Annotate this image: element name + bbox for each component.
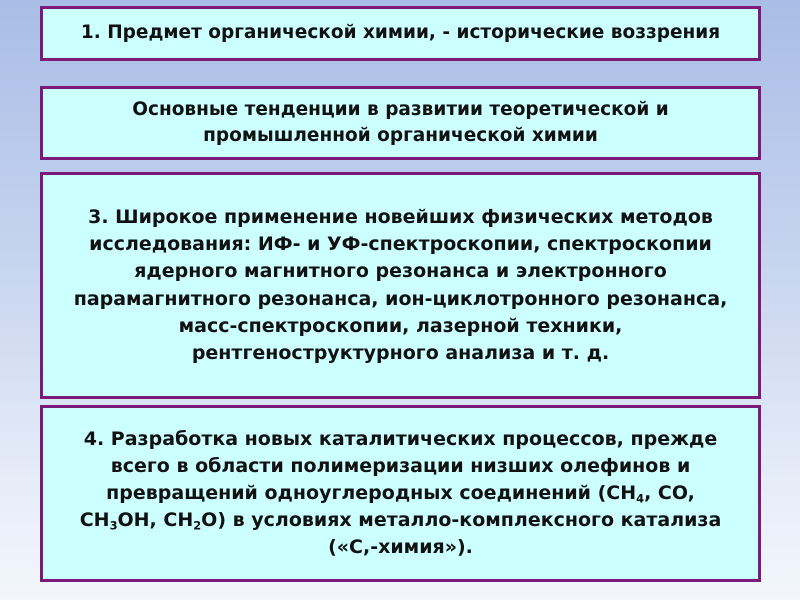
item-4-line-3: превращений одноуглеродных соединений (CH (106, 481, 637, 504)
item-4-line-4-c: O) в условиях металло-комплексного катализа (201, 509, 722, 532)
ch4-subscript: 4 (636, 491, 645, 506)
item-4-line-5: («С,-химия»). (328, 536, 473, 559)
ch3-subscript: 3 (109, 518, 118, 533)
item-3-box (40, 172, 761, 399)
item-4-text (80, 426, 722, 562)
item-4-line-2: всего в области полимеризации низших олефинов и (110, 454, 691, 477)
item-4-line-4-a: CH (79, 509, 110, 532)
trends-heading-box (40, 86, 761, 160)
item-4-line-3-tail: , CO, (644, 481, 695, 504)
item-3-text: 3. Широкое применение новейших физических методов исследования: ИФ- и УФ-спектроскопии, спектроскопии ядерного магнитного резонанса и электронного парамагнитного резонанса, ион-циклотронного резонанса, масс-спектроскопии, лазерной техники, рентгеноструктурного анализа и т. д. (73, 206, 728, 364)
item-4-line-4-b: OH, CH (117, 509, 194, 532)
ch2-subscript: 2 (193, 518, 202, 533)
item-4-box (40, 405, 761, 582)
item-4-line-1: 4. Разработка новых каталитических процессов, прежде (83, 427, 718, 450)
slide-title: 1. Предмет органической химии, - исторические воззрения (80, 22, 721, 44)
trends-heading: Основные тенденции в развитии теоретической и промышленной органической химии (132, 99, 669, 146)
title-box (40, 6, 761, 61)
